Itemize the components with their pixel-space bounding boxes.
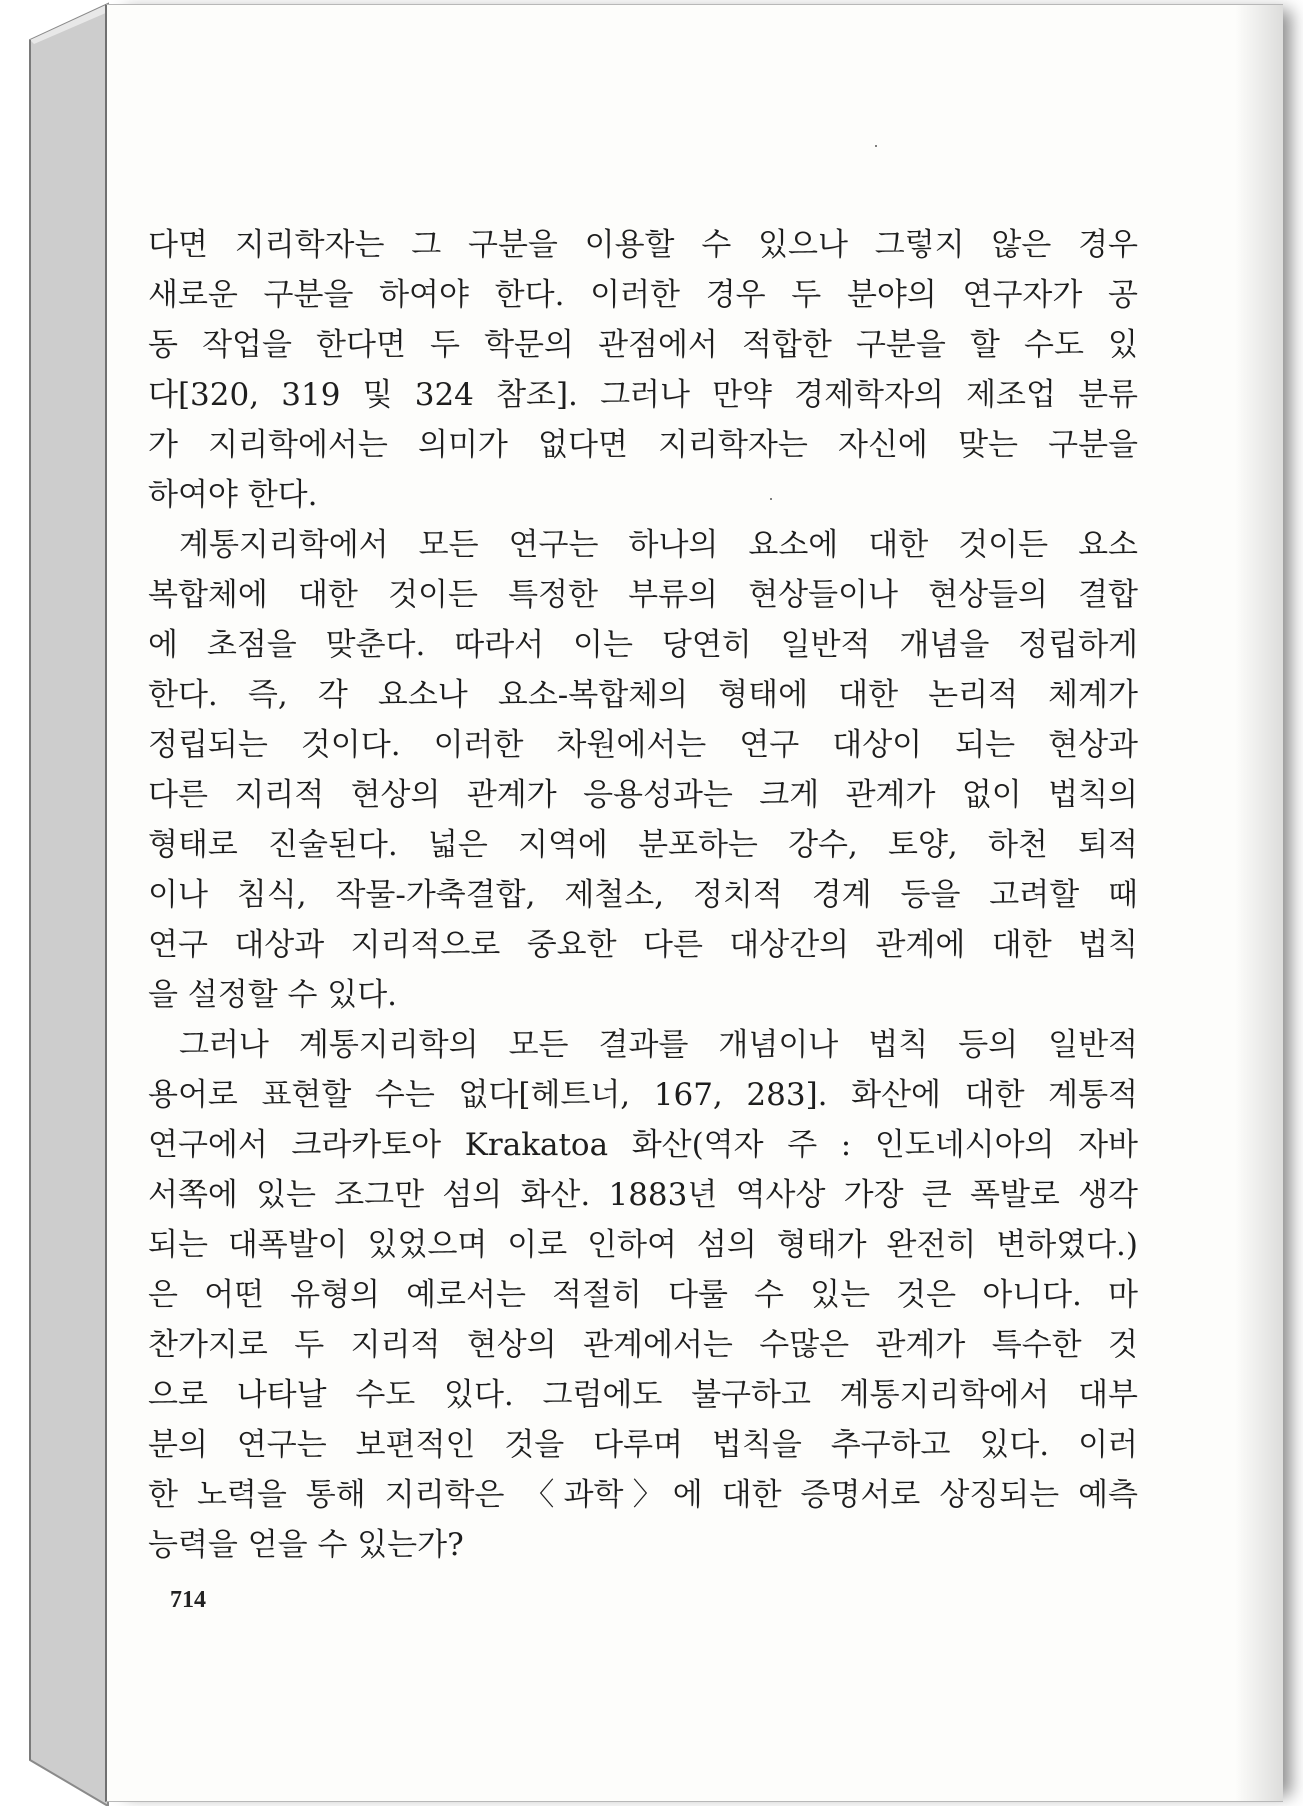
- page-edge-shading: [1235, 5, 1283, 1801]
- text-line: 능력을 얻을 수 있는가?: [148, 1527, 464, 1563]
- text-line: 정립되는 것이다. 이러한 차원에서는 연구 대상이 되는 현상과: [148, 727, 1138, 763]
- text-line: 하여야 한다.: [148, 477, 318, 513]
- text-line: 동 작업을 한다면 두 학문의 관점에서 적합한 구분을 할 수도 있: [148, 327, 1138, 363]
- scan-speck: [875, 145, 877, 147]
- text-line: 은 어떤 유형의 예로서는 적절히 다룰 수 있는 것은 아니다. 마: [148, 1277, 1138, 1313]
- text-line: 형태로 진술된다. 넓은 지역에 분포하는 강수, 토양, 하천 퇴적: [148, 827, 1138, 863]
- text-line: 찬가지로 두 지리적 현상의 관계에서는 수많은 관계가 특수한 것: [148, 1327, 1138, 1363]
- text-line: 서쪽에 있는 조그만 섬의 화산. 1883년 역사상 가장 큰 폭발로 생각: [148, 1177, 1138, 1213]
- body-text: [148, 220, 1138, 1570]
- text-line: 연구에서 크라카토아 Krakatoa 화산(역자 주 : 인도네시아의 자바: [148, 1127, 1138, 1163]
- text-line: 가 지리학에서는 의미가 없다면 지리학자는 자신에 맞는 구분을: [148, 427, 1138, 463]
- text-line: 을 설정할 수 있다.: [148, 977, 398, 1013]
- text-line: 분의 연구는 보편적인 것을 다루며 법칙을 추구하고 있다. 이러: [148, 1427, 1138, 1463]
- text-line: 에 초점을 맞춘다. 따라서 이는 당연히 일반적 개념을 정립하게: [148, 627, 1138, 663]
- text-line: 다면 지리학자는 그 구분을 이용할 수 있으나 그렇지 않은 경우: [148, 227, 1138, 263]
- text-line: 계통지리학에서 모든 연구는 하나의 요소에 대한 것이든 요소: [179, 527, 1138, 563]
- text-line: 한 노력을 통해 지리학은 〈과학〉에 대한 증명서로 상징되는 예측: [148, 1477, 1138, 1513]
- text-line: 한다. 즉, 각 요소나 요소-복합체의 형태에 대한 논리적 체계가: [148, 677, 1138, 713]
- text-line: 으로 나타날 수도 있다. 그럼에도 불구하고 계통지리학에서 대부: [148, 1377, 1138, 1413]
- text-line: 복합체에 대한 것이든 특정한 부류의 현상들이나 현상들의 결합: [148, 577, 1138, 613]
- text-line: 새로운 구분을 하여야 한다. 이러한 경우 두 분야의 연구자가 공: [148, 277, 1138, 313]
- page-number: 714: [170, 1587, 206, 1613]
- text-line: 용어로 표현할 수는 없다[헤트너, 167, 283]. 화산에 대한 계통적: [148, 1077, 1138, 1113]
- text-line: 연구 대상과 지리적으로 중요한 다른 대상간의 관계에 대한 법칙: [148, 927, 1138, 963]
- text-line: 다른 지리적 현상의 관계가 응용성과는 크게 관계가 없이 법칙의: [148, 777, 1138, 813]
- text-line: 이나 침식, 작물-가축결합, 제철소, 정치적 경계 등을 고려할 때: [148, 877, 1138, 913]
- text-line: 그러나 계통지리학의 모든 결과를 개념이나 법칙 등의 일반적: [179, 1027, 1138, 1063]
- text-line: 다[320, 319 및 324 참조]. 그러나 만약 경제학자의 제조업 분류: [148, 377, 1138, 413]
- book-spine: [0, 0, 120, 1806]
- text-line: 되는 대폭발이 있었으며 이로 인하여 섬의 형태가 완전히 변하였다.): [148, 1227, 1138, 1263]
